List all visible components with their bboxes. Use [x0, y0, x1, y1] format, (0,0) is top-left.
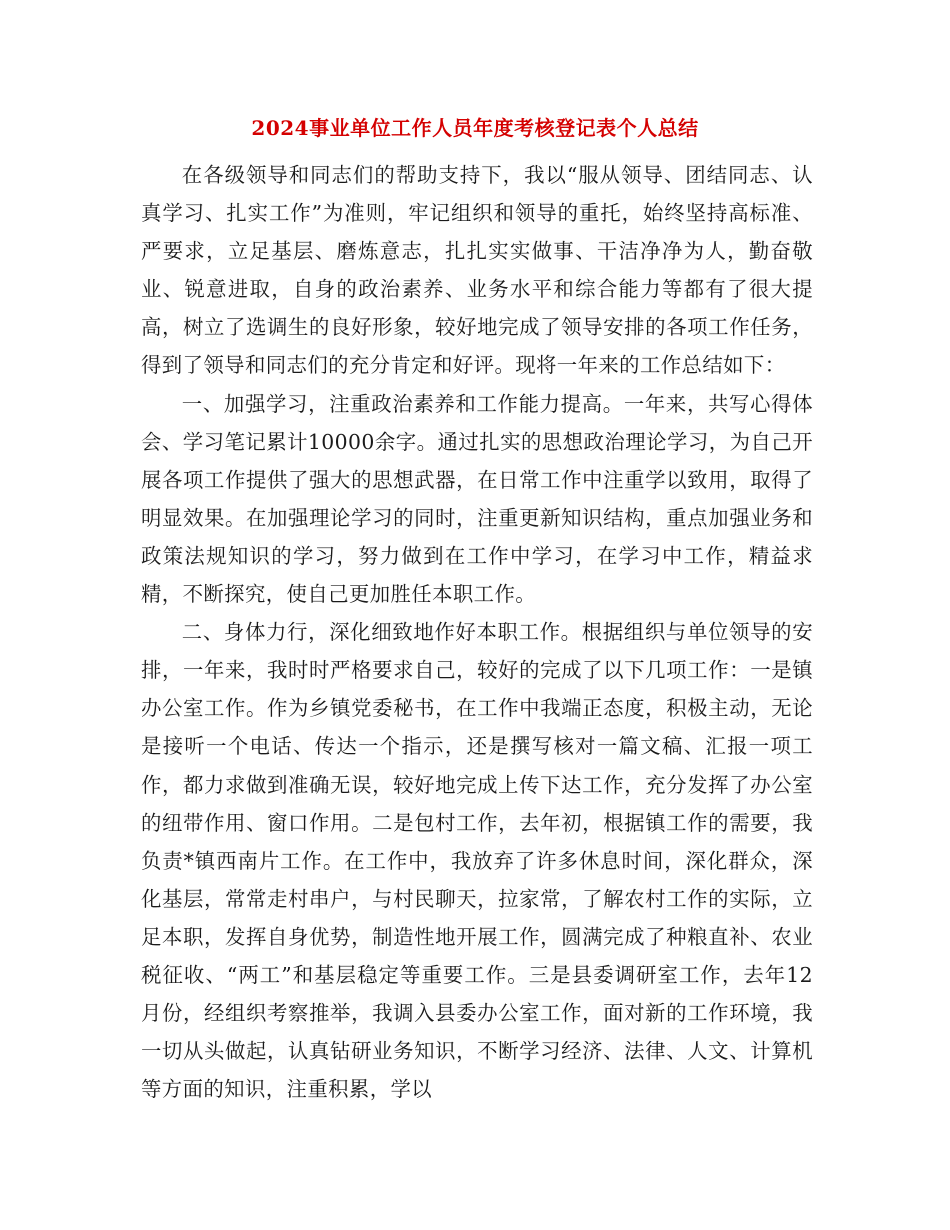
paragraph-work: 二、身体力行，深化细致地作好本职工作。根据组织与单位领导的安排，一年来，我时时严格要求自己，较好的完成了以下几项工作：一是镇办公室工作。作为乡镇党委秘书，在工作中我端正态度，积极主动，无论是接听一个电话、传达一个指示，还是撰写核对一篇文稿、汇报一项工作，都力求做到准确无误，较好地完成上传下达工作，充分发挥了办公室的纽带作用、窗口作用。二是包村工作，去年初，根据镇工作的需要，我负责*镇西南片工作。在工作中，我放弃了许多休息时间，深化群众，深化基层，常常走村串户，与村民聊天，拉家常，了解农村工作的实际，立足本职，发挥自身优势，制造性地开展工作，圆满完成了种粮直补、农业税征收、“两工”和基层稳定等重要工作。三是县委调研室工作，去年12月份，经组织考察推举，我调入县委办公室工作，面对新的工作环境，我一切从头做起，认真钻研业务知识，不断学习经济、法律、人文、计算机等方面的知识，注重积累，学以	[141, 620, 813, 1102]
paragraph-study: 一、加强学习，注重政治素养和工作能力提高。一年来，共写心得体会、学习笔记累计10000余字。通过扎实的思想政治理论学习，为自己开展各项工作提供了强大的思想武器，在日常工作中注重学以致用，取得了明显效果。在加强理论学习的同时，注重更新知识结构，重点加强业务和政策法规知识的学习，努力做到在工作中学习，在学习中工作，精益求精，不断探究，使自己更加胜任本职工作。	[141, 391, 813, 607]
document-title: 2024事业单位工作人员年度考核登记表个人总结	[251, 116, 699, 140]
document-body	[141, 156, 813, 1108]
paragraph-intro: 在各级领导和同志们的帮助支持下，我以“服从领导、团结同志、认真学习、扎实工作”为准则，牢记组织和领导的重托，始终坚持高标准、严要求，立足基层、磨炼意志，扎扎实实做事、干洁净净为人，勤奋敬业、锐意进取，自身的政治素养、业务水平和综合能力等都有了很大提高，树立了选调生的良好形象，较好地完成了领导安排的各项工作任务，得到了领导和同志们的充分肯定和好评。现将一年来的工作总结如下：	[141, 163, 813, 378]
